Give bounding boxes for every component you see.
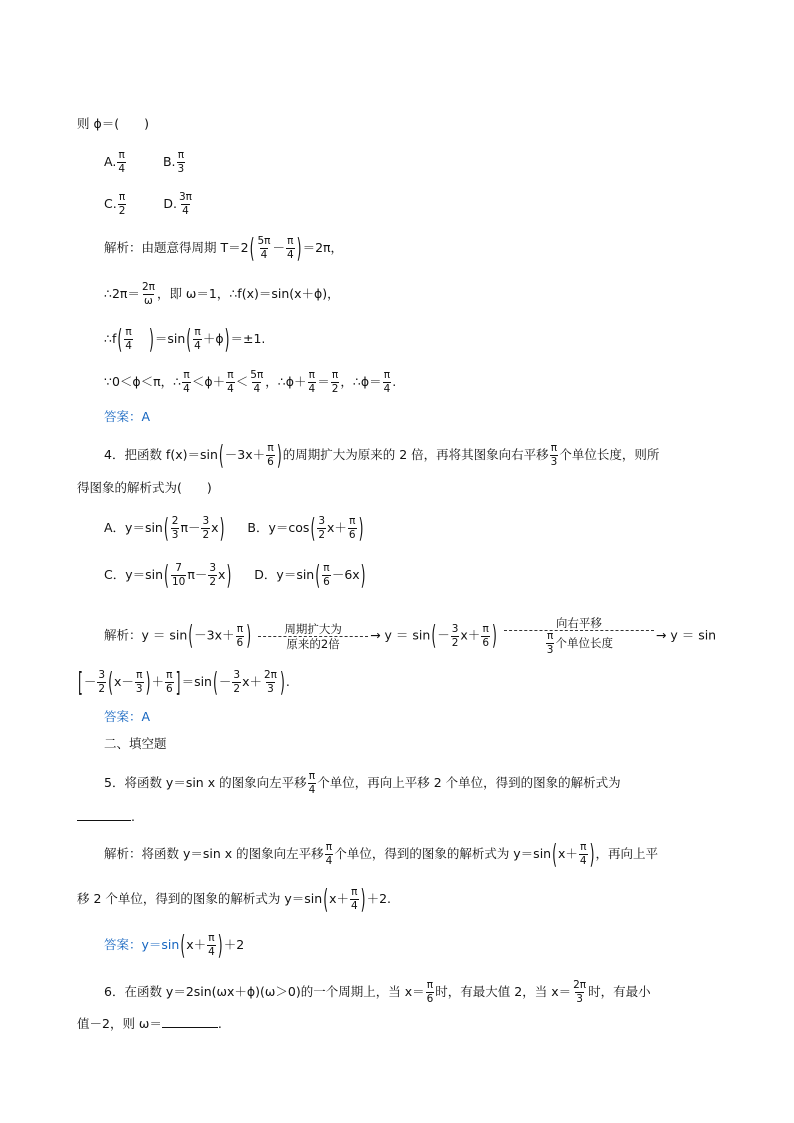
option-a-label: A. (104, 154, 117, 169)
option-c-label: C. (104, 196, 117, 211)
q3-answer: 答案：A (104, 409, 151, 424)
option-d: D．y＝sin( $\frac{\pi}{6}$ －6x) (254, 558, 366, 591)
option-b: B．y＝cos( $\frac{3}{2}$ x＋ $\frac{\pi}{6}$ ) (247, 511, 364, 544)
q3-solution-line3: ∴f( $\frac{\pi}{4}$ )＝sin( $\frac{\pi}{4}$ ＋ϕ)＝±1. (104, 322, 266, 355)
q4-options-cd (104, 558, 367, 591)
q3-solution-line4: ∵0＜ϕ＜π，∴ $\frac{\pi}{4}$ ＜ϕ＋ $\frac{\pi}{4}$ ＜ $\frac{5\pi}{4}$ ，∴ϕ＋ $\frac{\pi}{4}$ ＝ $\frac{\pi}{2}$ ，∴ϕ＝ $\frac{\pi}{4}$ . (104, 369, 397, 395)
q5-solution-line2: 移 2 个单位，得到的图象的解析式为 y＝sin(x＋ $\frac{\pi}{4}$ )＋2. (77, 882, 391, 915)
q6-stem-line1: 6．在函数 y＝2sin(ωx＋ϕ)(ω＞0)的一个周期上，当 x＝ $\frac{\pi}{6}$ 时，有最大值 2，当 x＝ $\frac{2\pi}{3}$ 时，有最小 (104, 979, 651, 1005)
q4-answer: 答案：A (104, 709, 151, 724)
q4-solution-line1: 解析：y ＝ sin(－3x＋ $\frac{\pi}{6}$ ) 周期扩大为 原来的2倍 → y ＝ sin(－ $\frac{3}{2}$ x＋ $\frac{\pi}{6}$ ) 向右平移 $\frac{\pi}{3}$ 个单位长度 → y ＝ sin (104, 616, 717, 656)
q3-stem: 则 ϕ＝( ) (77, 116, 149, 131)
q5-solution-line1: 解析：将函数 y＝sin x 的图象向左平移 $\frac{\pi}{4}$ 个单位，得到的图象的解析式为 y＝sin(x＋ $\frac{\pi}{4}$ )，再向上平 (104, 837, 658, 870)
answer-blank[interactable] (77, 806, 131, 821)
q3-options-cd (104, 192, 194, 217)
transform-arrow-1: 周期扩大为 原来的2倍 (258, 622, 368, 651)
option-b-label: B. (162, 154, 176, 169)
option-c: C．y＝sin( $\frac{7}{10}$ π－ $\frac{3}{2}$ x) (104, 558, 232, 591)
q4-stem-line1: 4．把函数 f(x)＝sin(－3x＋ $\frac{\pi}{6}$ )的周期扩大为原来的 2 倍，再将其图象向右平移 $\frac{\pi}{3}$ 个单位长度，则所 (104, 438, 660, 471)
q5-stem-line1: 5．将函数 y＝sin x 的图象向左平移 $\frac{\pi}{4}$ 个单位，再向上平移 2 个单位，得到的图象的解析式为 (104, 770, 621, 796)
option-a: A．y＝sin( $\frac{2}{3}$ π－ $\frac{3}{2}$ x) (104, 511, 225, 544)
section-heading: 二、填空题 (104, 736, 167, 751)
transform-arrow-2: 向右平移 $\frac{\pi}{3}$ 个单位长度 (504, 616, 654, 656)
answer-blank[interactable] (162, 1013, 218, 1028)
q6-stem-line2: 值－2，则 ω＝ . (77, 1013, 222, 1034)
q5-stem-line2: . (77, 806, 135, 827)
q5-answer: 答案：y＝sin(x＋ $\frac{\pi}{4}$ )＋2 (104, 928, 245, 961)
q3-options-ab (104, 150, 186, 175)
option-d-label: D. (163, 196, 177, 211)
fraction-pi-over-4: $\frac{\pi}{4}$ (118, 149, 125, 175)
q4-stem-line2: 得图象的解析式为( ) (77, 480, 212, 495)
fraction-3pi-over-4: $\frac{3\pi}{4}$ (178, 191, 192, 217)
q3-solution-line2: ∴2π＝ $\frac{2\pi}{\omega}$ ，即 ω＝1，∴f(x)＝sin(x＋ϕ)， (104, 281, 340, 307)
fraction-pi-over-3: $\frac{\pi}{3}$ (177, 149, 185, 175)
q4-options-ab (104, 511, 365, 544)
q4-solution-line2: [－ $\frac{3}{2}$ (x－ $\frac{\pi}{3}$ )＋ $\frac{\pi}{6}$ ]＝sin(－ $\frac{3}{2}$ x＋ $\frac{2\pi}{3}$ ). (78, 665, 290, 698)
fraction-pi-over-2: $\frac{\pi}{2}$ (118, 191, 126, 217)
q3-solution-line1: 解析：由题意得周期 T＝2( $\frac{5\pi}{4}$ － $\frac{\pi}{4}$ )＝2π， (104, 231, 344, 264)
